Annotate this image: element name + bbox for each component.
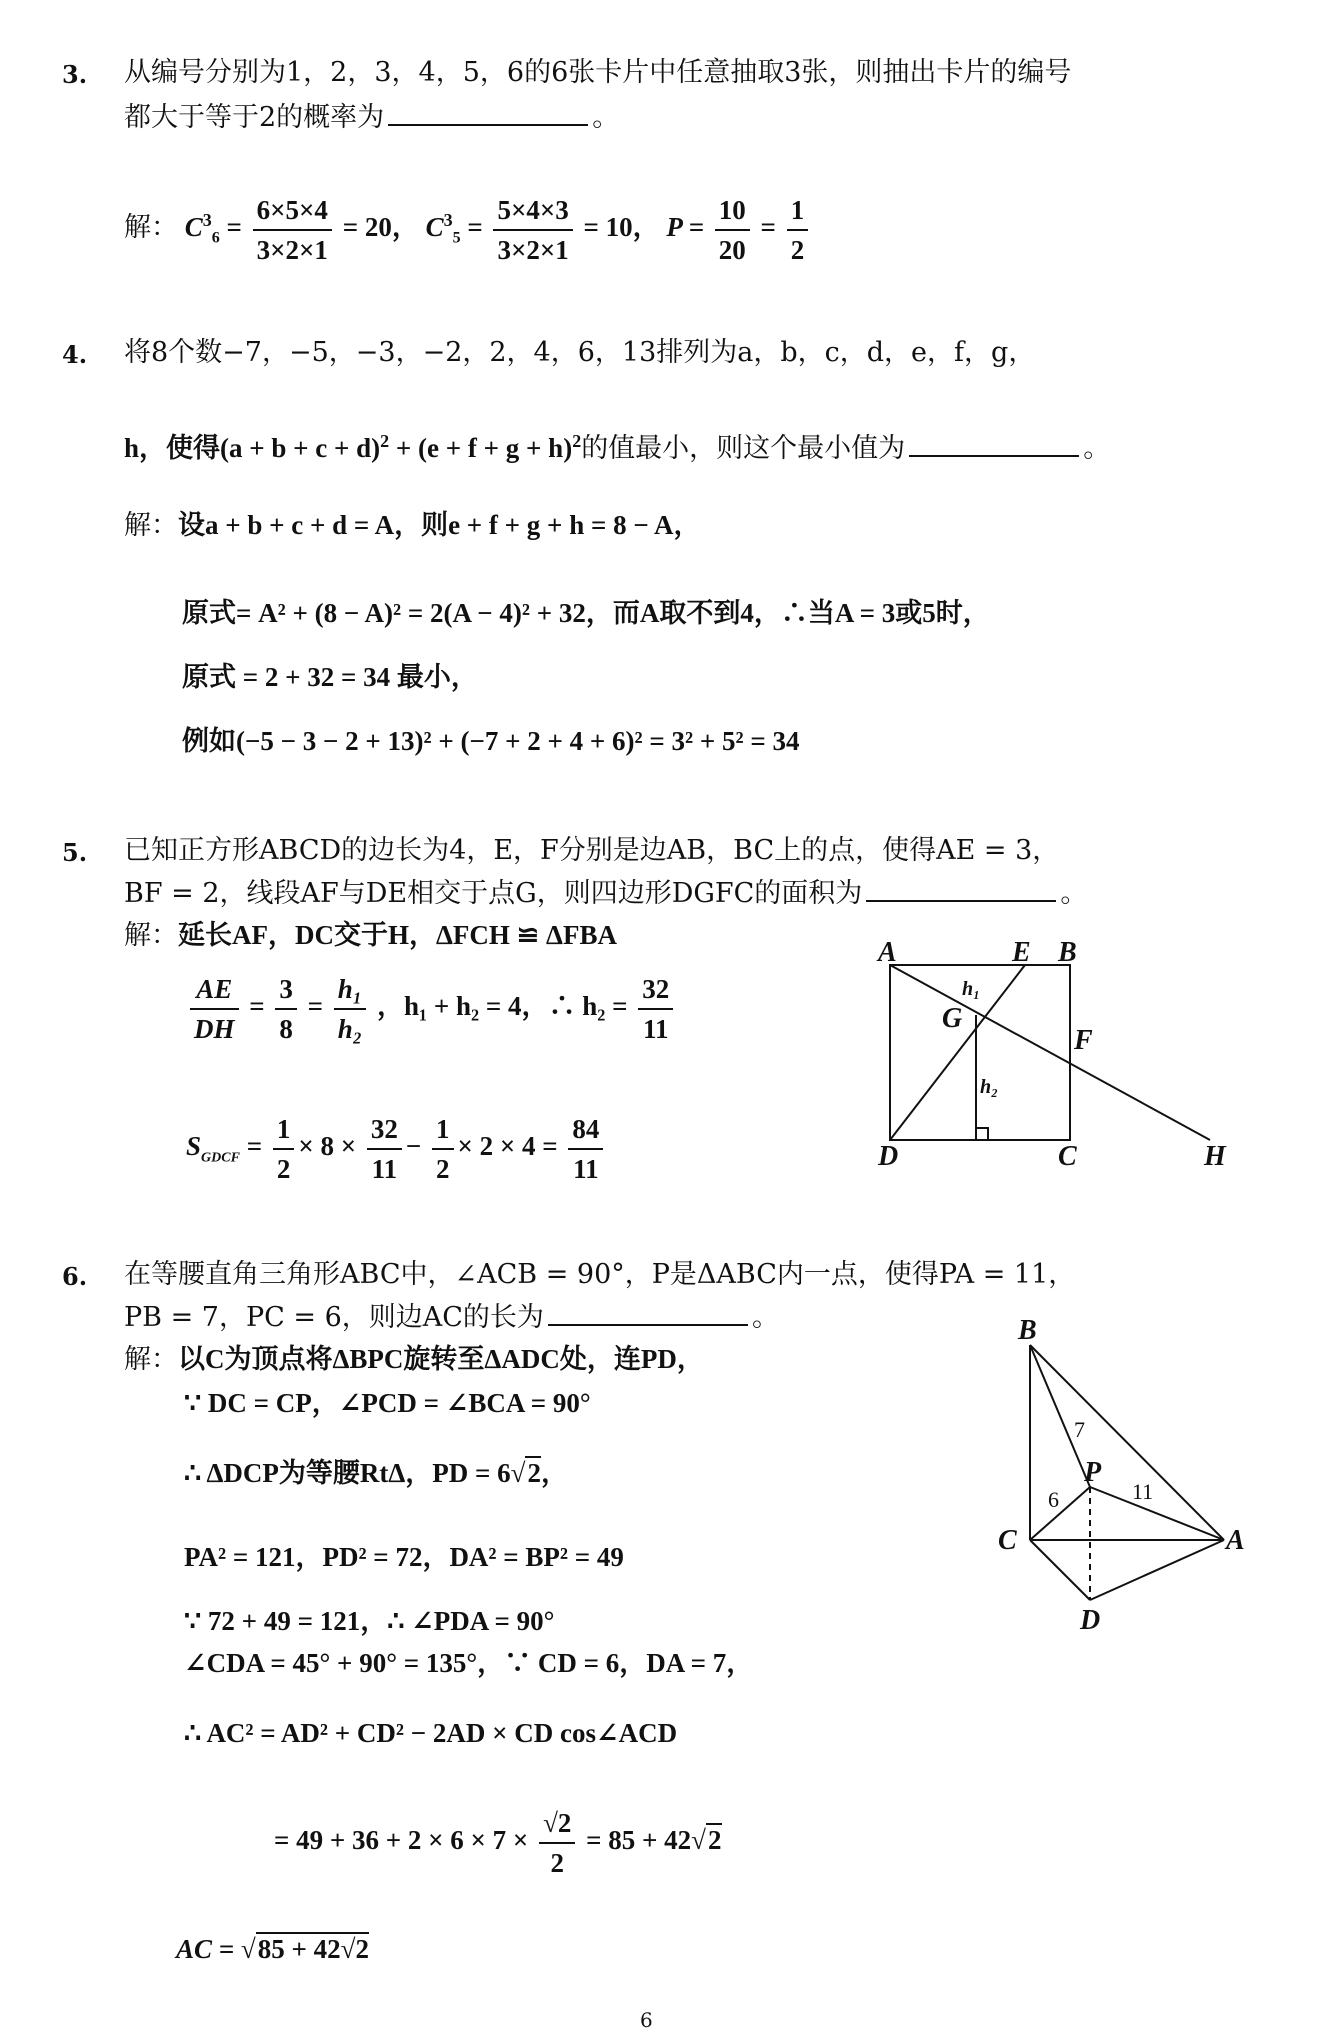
solution-text: ∴ ΔDCP为等腰RtΔ，PD = 6 [184,1458,511,1488]
exponent: 2 [380,431,390,451]
line-de [890,965,1025,1140]
problem-3-question-text: 都大于等于2的概率为 [124,102,385,133]
numerator: AE [190,970,239,1010]
fraction [787,191,809,269]
numerator: 32 [638,970,673,1010]
denominator: 3×2×1 [256,234,328,265]
operator: × 2 × 4 = [457,1131,558,1161]
numerator: 1 [432,1110,454,1150]
problem-6-number: 6. [62,1262,88,1291]
denominator: 8 [279,1013,293,1044]
fraction [432,1110,454,1188]
question-text: PB = 7，PC = 6，则边AC的长为 [124,1302,544,1333]
solution-text: ，h₁ + h₂ = 4，∴ h₂ = [376,991,628,1021]
fraction [275,970,297,1048]
label-a: A [878,937,897,968]
denominator: h₂ [337,1013,363,1044]
label-h: H [1204,1141,1226,1170]
problem-4-solution-line2: 原式= A² + (8 − A)² = 2(A − 4)² + 32，而A取不到4，∴当A = 3或5时， [182,598,990,628]
denominator: 11 [573,1153,599,1184]
solution-text: ， [540,1458,568,1488]
label-c: C [1058,1141,1077,1170]
problem-5-number: 5. [62,838,88,867]
right-angle-mark [976,1128,988,1140]
fraction [539,1804,575,1882]
problem-6-solution-line3: ∴ ΔDCP为等腰RtΔ，PD = 6√2， [184,1458,568,1488]
numerator: h₁ [334,970,366,1010]
expression: h，使得(a + b + c + d) [124,433,381,463]
numerator: 5×4×3 [493,191,572,231]
line-da [1090,1540,1224,1600]
question-text: BF = 2，线段AF与DE相交于点G，则四边形DGFC的面积为 [124,878,863,909]
problem-5-question-line1: 已知正方形ABCD的边长为4，E，F分别是边AB，BC上的点，使得AE = 3， [124,835,1060,866]
fraction [367,1110,402,1188]
solution-text: = 85 + 42 [586,1825,692,1855]
answer-blank [548,1300,748,1326]
problem-5-question-line2 [124,876,1087,911]
fraction [568,1110,603,1188]
label-c: C [998,1525,1017,1556]
answer-blank [866,876,1056,902]
label-11: 11 [1132,1479,1154,1504]
expression: + (e + f + g + h) [389,433,573,463]
solution-text: = 49 + 36 + 2 × 6 × 7 × [274,1825,529,1855]
label-b: B [1058,937,1077,968]
problem-6-solution-line2: ∵ DC = CP，∠PCD = ∠BCA = 90° [184,1388,591,1418]
solution-text: 延长AF，DC交于H，ΔFCH ≌ ΔFBA [178,920,617,950]
numerator: √2 [539,1804,575,1844]
label-d: D [1080,1605,1101,1635]
solution-label: 解： [124,510,178,541]
answer-blank [909,431,1079,457]
label-p: P [1084,1457,1102,1488]
problem-4-solution-line4: 例如(−5 − 3 − 2 + 13)² + (−7 + 2 + 4 + 6)² = 3² + 5² = 34 [182,726,800,756]
denominator: DH [194,1013,235,1044]
numerator: 6×5×4 [253,191,332,231]
line-cd [1030,1540,1090,1600]
line-ba [1030,1345,1224,1540]
numerator: 10 [715,191,750,231]
fraction [493,191,572,269]
line-bp [1030,1345,1090,1487]
fraction [715,191,750,269]
denominator: 2 [790,234,805,265]
problem-4-solution-line3: 原式 = 2 + 32 = 34 最小， [182,662,478,692]
problem-6-solution-line7: ∴ AC² = AD² + CD² − 2AD × CD cos∠ACD [184,1718,678,1748]
numerator: 84 [568,1110,603,1150]
denominator: 2 [436,1153,450,1184]
problem-4-number: 4. [62,340,88,369]
radicand: 2 [527,1458,541,1488]
label-6: 6 [1048,1487,1059,1512]
problem-6-question-line1: 在等腰直角三角形ABC中，∠ACB = 90°，P是ΔABC内一点，使得PA = 11， [124,1259,1076,1290]
period: 。 [1083,433,1111,464]
numerator: 32 [367,1110,402,1150]
period: 。 [751,1302,779,1333]
area-symbol: S [186,1131,202,1161]
fraction [334,970,366,1048]
subscript: 6 [211,229,220,247]
label-a: A [1226,1525,1245,1556]
superscript: 3 [443,210,453,230]
operator: − [405,1131,422,1161]
page-number: 6 [640,2008,653,2032]
denominator: 3×2×1 [497,234,569,265]
fraction [273,1110,295,1188]
label-g: G [942,1003,963,1034]
denominator: 20 [718,234,746,265]
problem-5-solution-line2: $\frac{AE}{DH}$ = $\frac{3}{8}$ = $\frac{\text{h₁}}{\text{h₂}}$ ，h₁ + h₂ = 4，∴ h₂ = $\frac{32}{11}$ [186,966,677,1048]
solution-label: 解： [124,212,178,242]
problem-3-question-line1: 从编号分别为1，2，3，4，5，6的6张卡片中任意抽取3张，则抽出卡片的编号 [124,57,1072,88]
solution-label: 解： [124,1344,178,1375]
probability-label: P = [666,212,705,242]
label-b: B [1018,1315,1037,1346]
label-d: D [878,1141,899,1170]
triangle-diagram [990,1315,1260,1635]
problem-5-solution-line1 [124,918,617,953]
label-7: 7 [1074,1417,1085,1442]
problem-6-solution-line8: = 49 + 36 + 2 × 6 × 7 × $\frac{√2}{2}$ = 85 + 42√2 [274,1800,722,1882]
label-h1: h₁ [962,978,981,1000]
numerator: 1 [787,191,809,231]
label-e: E [1012,937,1031,968]
denominator: 2 [550,1847,564,1878]
period: 。 [592,102,620,133]
operator: × 8 × [298,1131,357,1161]
problem-4-solution-line1 [124,508,701,543]
combination-symbol: C [425,212,444,242]
line-pa [1090,1487,1224,1540]
label-f: F [1074,1025,1093,1056]
question-text: 的值最小，则这个最小值为 [581,433,906,464]
numerator: 1 [273,1110,295,1150]
solution-text: 以C为顶点将ΔBPC旋转至ΔADC处，连PD， [178,1344,704,1374]
problem-6-solution-line9: AC = √85 + 42√2 [176,1934,369,1964]
combination-symbol: C [184,212,203,242]
problem-6-solution-line6: ∠CDA = 45° + 90° = 135°，∵ CD = 6，DA = 7， [184,1648,754,1678]
problem-4-question-line1: 将8个数−7，−5，−3，−2，2，4，6，13排列为a，b，c，d，e，f，g， [124,337,1036,368]
problem-3-solution: 解： $C^3_6$ = $\frac{6\times 5\times 4}{3\times 2\times 1}$ = 20， $C^3_5$ = $\frac{5\times 4\times 3}{3\times 2\times 1}$ = 10， P = $\frac{10}{20}$ = $\frac{1}{2}$ [124,180,812,278]
fraction [253,191,332,269]
denominator: 2 [276,1153,291,1184]
fraction [638,970,673,1048]
solution-text: AC = [176,1934,235,1964]
superscript: 3 [202,210,212,230]
problem-4-question-line2 [124,424,1110,466]
exponent: 2 [572,431,582,451]
square-diagram [870,925,1240,1170]
line-ah [890,965,1210,1140]
numerator: 3 [275,970,297,1010]
subscript: 5 [452,229,461,247]
problem-6-solution-line4: PA² = 121，PD² = 72，DA² = BP² = 49 [184,1542,624,1572]
radicand: 2 [708,1825,722,1855]
problem-6-solution-line1 [124,1342,704,1377]
fraction [190,970,239,1048]
label-h2: h₂ [980,1076,999,1098]
line-cp [1030,1487,1090,1540]
problem-3-question-line2 [124,100,619,135]
answer-blank [388,100,588,126]
subscript: GDCF [201,1150,240,1166]
denominator: 11 [371,1153,398,1184]
problem-5-solution-line3: $S_{GDCF}$ = $\frac{1}{2}$ × 8 × $\frac{32}{11}$ − $\frac{1}{2}$ × 2 × 4 = $\frac{84}{11}$ [186,1106,607,1198]
problem-6-solution-line5: ∵ 72 + 49 = 121，∴ ∠PDA = 90° [184,1606,555,1636]
solution-label: 解： [124,920,178,951]
problem-6-question-line2 [124,1300,779,1335]
problem-3-number: 3. [62,60,88,89]
period: 。 [1060,878,1088,909]
solution-text: 设a + b + c + d = A，则e + f + g + h = 8 − A， [178,510,701,540]
denominator: 11 [642,1013,669,1044]
equation-part: = 10， [583,212,660,242]
equation-part: = 20， [342,212,419,242]
radicand: 85 + 42√2 [257,1934,369,1964]
